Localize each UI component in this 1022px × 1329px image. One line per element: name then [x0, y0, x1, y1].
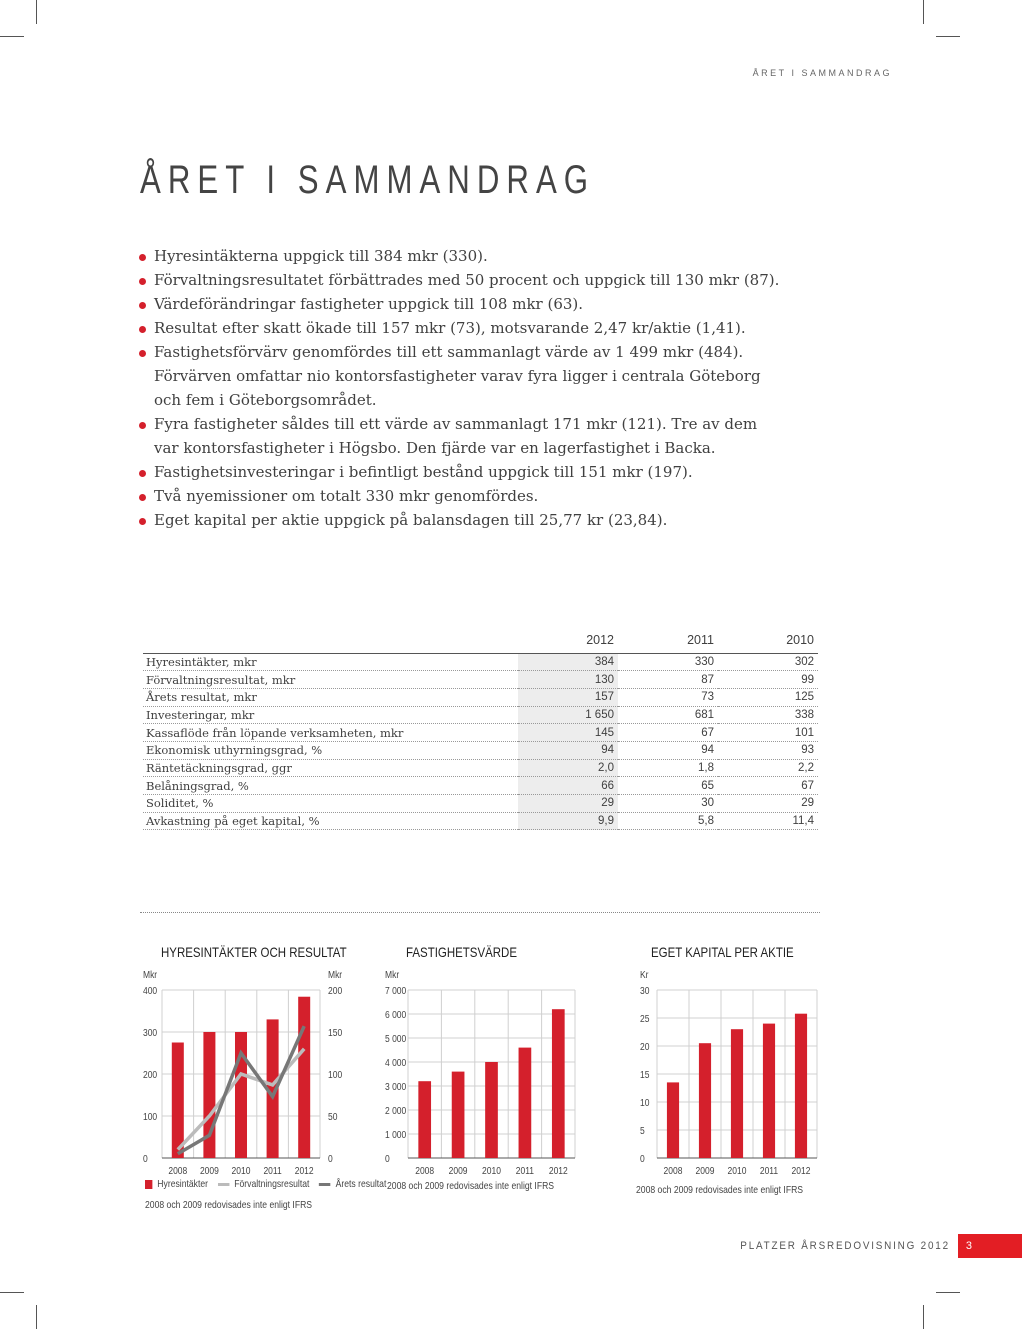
chart-title: HYRESINTÄKTER OCH RESULTAT	[161, 944, 347, 960]
summary-bullet: Fastighetsförvärv genomfördes till ett sammanlagt värde av 1 499 mkr (484).	[139, 340, 829, 364]
bar-2010	[731, 1029, 743, 1158]
x-tick-label: 2011	[515, 1165, 535, 1177]
y-axis-label: Mkr	[143, 969, 158, 981]
section-divider	[140, 912, 820, 913]
cell-value: 11,4	[718, 812, 818, 830]
x-tick-label: 2010	[727, 1165, 747, 1177]
bar-2012	[298, 997, 310, 1158]
y-tick-label: 0	[385, 1153, 390, 1165]
row-label: Räntetäckningsgrad, ggr	[143, 759, 518, 777]
cell-value: 30	[618, 795, 718, 813]
cell-value: 29	[518, 795, 618, 813]
y-tick-label: 3 000	[385, 1081, 407, 1093]
summary-bullet: var kontorsfastigheter i Högsbo. Den fjärde var en lagerfastighet i Backa.	[154, 439, 716, 457]
bar-2008	[667, 1082, 679, 1158]
legend-label: Årets resultat	[335, 1178, 387, 1190]
crop-mark	[936, 36, 960, 37]
table-row	[143, 777, 818, 795]
x-tick-label: 2010	[231, 1165, 251, 1177]
crop-mark	[0, 36, 24, 37]
y-right-tick-label: 50	[328, 1111, 338, 1123]
table-row	[143, 724, 818, 742]
row-label: Hyresintäkter, mkr	[143, 653, 518, 671]
x-tick-label: 2009	[199, 1165, 219, 1177]
x-tick-label: 2012	[294, 1165, 314, 1177]
cell-value: 9,9	[518, 812, 618, 830]
y-tick-label: 100	[143, 1111, 158, 1123]
chart-note: 2008 och 2009 redovisades inte enligt IFRS	[145, 1199, 313, 1211]
table-row	[143, 653, 818, 671]
legend-swatch-line	[319, 1183, 330, 1186]
bar-2009	[699, 1043, 711, 1158]
table-row	[143, 671, 818, 689]
cell-value: 145	[518, 724, 618, 742]
y-tick-label: 7 000	[385, 985, 407, 997]
y-tick-label: 200	[143, 1069, 158, 1081]
y-right-tick-label: 200	[328, 985, 343, 997]
y-tick-label: 5 000	[385, 1033, 407, 1045]
crop-mark	[36, 0, 37, 24]
cell-value: 125	[718, 688, 818, 706]
cell-value: 1 650	[518, 706, 618, 724]
bar-2012	[552, 1009, 565, 1158]
cell-value: 302	[718, 653, 818, 671]
bar-2010	[485, 1062, 498, 1158]
crop-mark	[923, 0, 924, 24]
cell-value: 66	[518, 777, 618, 795]
page-title: ÅRET I SAMMANDRAG	[140, 158, 596, 202]
page-number: 3	[958, 1234, 1022, 1258]
bar-2011	[519, 1048, 532, 1158]
cell-value: 73	[618, 688, 718, 706]
x-tick-label: 2012	[791, 1165, 811, 1177]
row-label: Investeringar, mkr	[143, 706, 518, 724]
y-tick-label: 2 000	[385, 1105, 407, 1117]
cell-value: 101	[718, 724, 818, 742]
y-right-tick-label: 100	[328, 1069, 343, 1081]
y-tick-label: 4 000	[385, 1057, 407, 1069]
y-right-tick-label: 150	[328, 1027, 343, 1039]
y-tick-label: 0	[143, 1153, 148, 1165]
x-tick-label: 2008	[168, 1165, 188, 1177]
cell-value: 384	[518, 653, 618, 671]
page-footer	[717, 1234, 1022, 1258]
y-right-axis-label: Mkr	[328, 969, 343, 981]
row-label: Avkastning på eget kapital, %	[143, 812, 518, 830]
cell-value: 67	[618, 724, 718, 742]
year-header: 2010	[718, 627, 818, 653]
cell-value: 29	[718, 795, 818, 813]
summary-bullet: och fem i Göteborgsområdet.	[154, 391, 377, 409]
table-row	[143, 812, 818, 830]
revenue-result-chart	[140, 962, 355, 1177]
chart-title: FASTIGHETSVÄRDE	[406, 944, 517, 960]
summary-bullet: Förvärven omfattar nio kontorsfastigheter varav fyra ligger i centrala Göteborg	[154, 367, 761, 385]
bar-2011	[763, 1024, 775, 1158]
y-tick-label: 20	[640, 1041, 650, 1053]
cell-value: 1,8	[618, 759, 718, 777]
crop-mark	[36, 1305, 37, 1329]
chart-title: EGET KAPITAL PER AKTIE	[651, 944, 794, 960]
y-tick-label: 300	[143, 1027, 158, 1039]
cell-value: 67	[718, 777, 818, 795]
table-header-row	[143, 627, 818, 653]
chart-note: 2008 och 2009 redovisades inte enligt IFRS	[387, 1180, 555, 1192]
x-tick-label: 2009	[448, 1165, 468, 1177]
cell-value: 5,8	[618, 812, 718, 830]
row-label: Förvaltningsresultat, mkr	[143, 671, 518, 689]
chart-legend	[145, 1178, 386, 1190]
table-row	[143, 741, 818, 759]
row-label: Belåningsgrad, %	[143, 777, 518, 795]
footer-text: PLATZER ÅRSREDOVISNING 2012	[740, 1240, 950, 1252]
summary-bullet: Två nyemissioner om totalt 330 mkr genomfördes.	[139, 484, 829, 508]
y-tick-label: 10	[640, 1097, 650, 1109]
key-figures-table	[143, 627, 818, 830]
crop-mark	[936, 1292, 960, 1293]
summary-bullet: Värdeförändringar fastigheter uppgick till 108 mkr (63).	[139, 292, 829, 316]
summary-bullet: Fastighetsinvesteringar i befintligt bestånd uppgick till 151 mkr (197).	[139, 460, 829, 484]
table-row	[143, 688, 818, 706]
x-tick-label: 2008	[415, 1165, 435, 1177]
y-tick-label: 6 000	[385, 1009, 407, 1021]
table-row	[143, 706, 818, 724]
y-tick-label: 400	[143, 985, 158, 997]
summary-bullet: Eget kapital per aktie uppgick på balansdagen till 25,77 kr (23,84).	[139, 508, 829, 532]
bar-2009	[452, 1072, 465, 1158]
y-tick-label: 30	[640, 985, 650, 997]
x-tick-label: 2008	[663, 1165, 683, 1177]
cell-value: 681	[618, 706, 718, 724]
row-label: Kassaflöde från löpande verksamheten, mkr	[143, 724, 518, 742]
y-tick-label: 5	[640, 1125, 645, 1137]
table-header-label	[143, 627, 518, 653]
row-label: Årets resultat, mkr	[143, 688, 518, 706]
property-value-chart	[385, 962, 585, 1177]
running-header: ÅRET I SAMMANDRAG	[752, 68, 892, 78]
crop-mark	[923, 1305, 924, 1329]
y-tick-label: 25	[640, 1013, 650, 1025]
cell-value: 130	[518, 671, 618, 689]
y-tick-label: 0	[640, 1153, 645, 1165]
x-tick-label: 2012	[548, 1165, 568, 1177]
cell-value: 94	[518, 741, 618, 759]
summary-bullet: Fyra fastigheter såldes till ett värde av sammanlagt 171 mkr (121). Tre av dem	[139, 412, 829, 436]
cell-value: 99	[718, 671, 818, 689]
cell-value: 2,0	[518, 759, 618, 777]
year-header: 2011	[618, 627, 718, 653]
summary-bullet: Hyresintäkterna uppgick till 384 mkr (330).	[139, 244, 829, 268]
summary-bullet-list	[139, 244, 829, 532]
x-tick-label: 2011	[263, 1165, 282, 1177]
cell-value: 2,2	[718, 759, 818, 777]
summary-bullet: Förvaltningsresultatet förbättrades med 50 procent och uppgick till 130 mkr (87).	[139, 268, 829, 292]
y-tick-label: 15	[640, 1069, 650, 1081]
cell-value: 87	[618, 671, 718, 689]
row-label: Ekonomisk uthyrningsgrad, %	[143, 741, 518, 759]
table-row	[143, 795, 818, 813]
cell-value: 94	[618, 741, 718, 759]
legend-swatch-line	[218, 1183, 229, 1186]
table-row	[143, 759, 818, 777]
y-axis-label: Mkr	[385, 969, 400, 981]
x-tick-label: 2009	[695, 1165, 715, 1177]
legend-swatch-bar	[145, 1180, 152, 1189]
y-axis-label: Kr	[640, 969, 649, 981]
cell-value: 157	[518, 688, 618, 706]
summary-bullet: Resultat efter skatt ökade till 157 mkr (73), motsvarande 2,47 kr/aktie (1,41).	[139, 316, 829, 340]
crop-mark	[0, 1292, 24, 1293]
equity-per-share-chart	[634, 962, 824, 1177]
x-tick-label: 2010	[482, 1165, 501, 1177]
row-label: Soliditet, %	[143, 795, 518, 813]
y-tick-label: 1 000	[385, 1129, 407, 1141]
cell-value: 338	[718, 706, 818, 724]
y-right-tick-label: 0	[328, 1153, 333, 1165]
chart-note: 2008 och 2009 redovisades inte enligt IFRS	[636, 1184, 804, 1196]
cell-value: 93	[718, 741, 818, 759]
bar-2008	[172, 1043, 184, 1159]
legend-label: Förvaltningsresultat	[234, 1178, 310, 1190]
x-tick-label: 2011	[759, 1165, 779, 1177]
bar-2008	[418, 1081, 431, 1158]
cell-value: 330	[618, 653, 718, 671]
cell-value: 65	[618, 777, 718, 795]
legend-label: Hyresintäkter	[157, 1178, 209, 1190]
year-header: 2012	[518, 627, 618, 653]
bar-2012	[795, 1014, 807, 1158]
